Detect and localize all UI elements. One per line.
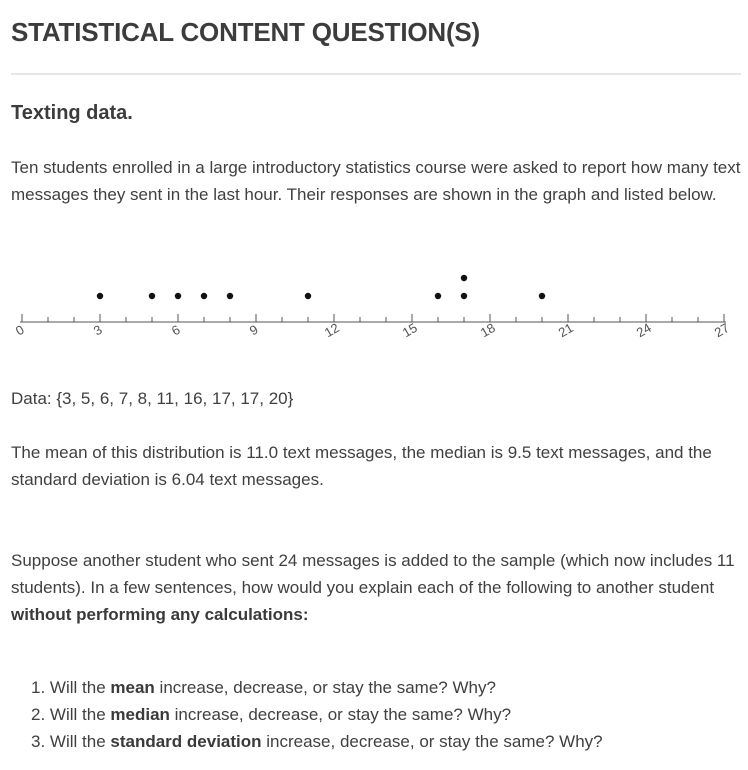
question-keyword: standard deviation xyxy=(110,732,262,751)
question-keyword: median xyxy=(110,705,170,724)
data-dot xyxy=(305,293,311,299)
scenario-emphasis: without performing any calculations: xyxy=(11,605,309,624)
question-item: 2. Will the median increase, decrease, or stay the same? Why? xyxy=(31,705,512,724)
data-dot xyxy=(175,293,181,299)
data-dot xyxy=(227,293,233,299)
scenario-paragraph xyxy=(11,547,741,628)
tick-label: 0 xyxy=(12,321,27,339)
data-dot xyxy=(149,293,155,299)
tick-label: 15 xyxy=(399,319,420,341)
question-number: 1. xyxy=(31,678,46,697)
data-list: Data: {3, 5, 6, 7, 8, 11, 16, 17, 17, 20} xyxy=(11,389,294,408)
dot-plot-svg xyxy=(0,262,748,347)
section-title: Texting data. xyxy=(11,102,133,124)
title-divider xyxy=(11,73,741,75)
data-dot xyxy=(539,293,545,299)
tick-label: 21 xyxy=(555,319,576,341)
question-list xyxy=(31,674,603,755)
tick-label: 27 xyxy=(711,319,732,341)
tick-label: 24 xyxy=(633,319,654,341)
question-keyword: mean xyxy=(110,678,155,697)
summary-statistics: The mean of this distribution is 11.0 text messages, the median is 9.5 text messages, and the standard deviation is 6.04 text messages. xyxy=(11,443,712,489)
data-dot xyxy=(97,293,103,299)
question-item: 1. Will the mean increase, decrease, or stay the same? Why? xyxy=(31,678,496,697)
dot-plot xyxy=(0,262,748,347)
question-number: 2. xyxy=(31,705,46,724)
tick-label: 6 xyxy=(168,321,183,339)
tick-label: 9 xyxy=(246,321,261,339)
scenario-text: Suppose another student who sent 24 messages is added to the sample (which now includes 11 students). In a few sentences, how would you explain each of the following to another student xyxy=(11,551,735,597)
question-item: 3. Will the standard deviation increase, decrease, or stay the same? Why? xyxy=(31,732,603,751)
data-dot xyxy=(461,293,467,299)
page-title: STATISTICAL CONTENT QUESTION(S) xyxy=(11,17,481,47)
data-dot xyxy=(201,293,207,299)
data-dot xyxy=(435,293,441,299)
tick-label: 12 xyxy=(321,319,342,341)
data-dot xyxy=(461,275,467,281)
tick-label: 18 xyxy=(477,319,498,341)
question-number: 3. xyxy=(31,732,46,751)
tick-label: 3 xyxy=(90,321,105,339)
intro-paragraph: Ten students enrolled in a large introductory statistics course were asked to report how many text messages they sent in the last hour. Their responses are shown in the graph and listed below. xyxy=(11,158,741,204)
